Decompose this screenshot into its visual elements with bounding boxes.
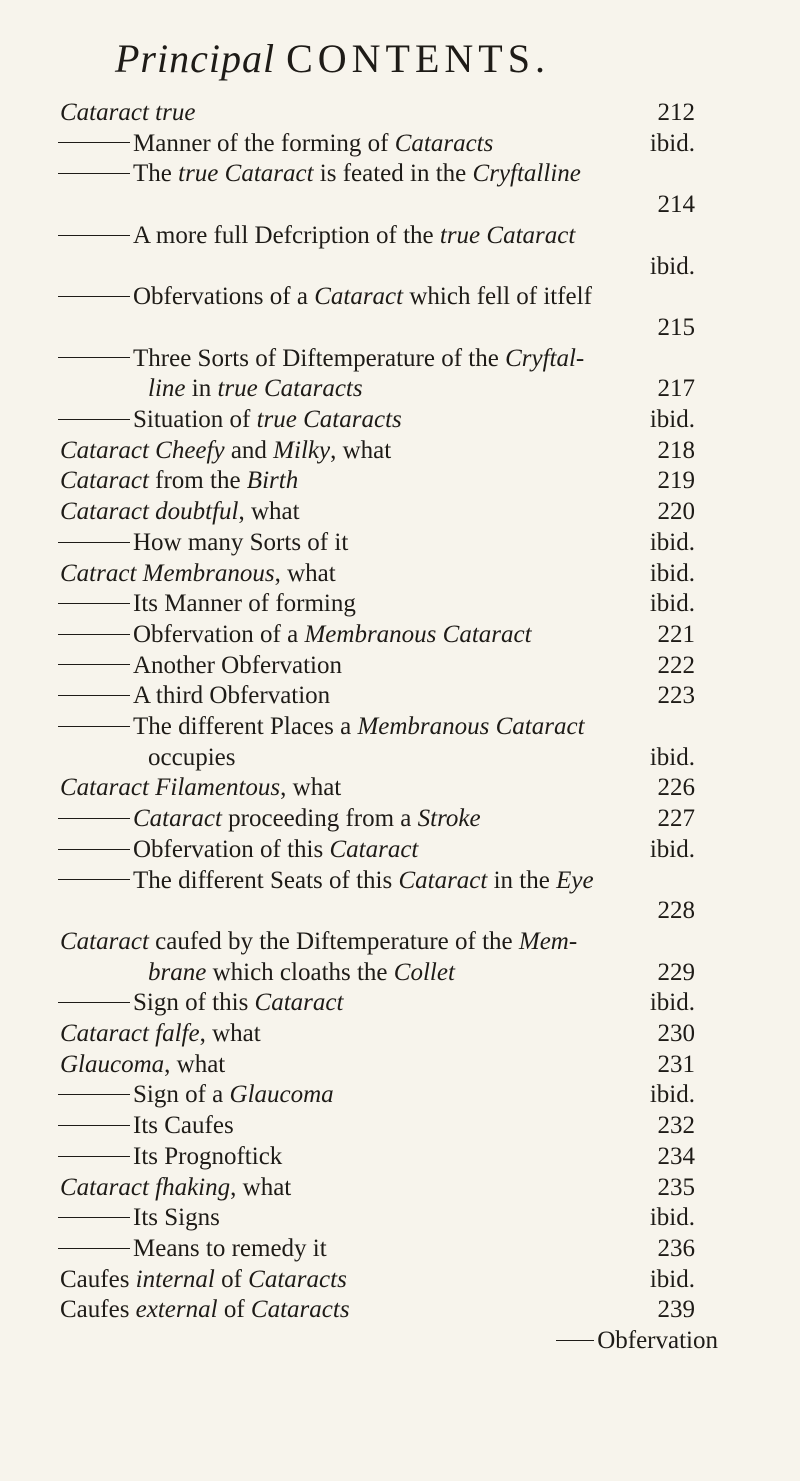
entry-text-part: , what <box>199 1020 261 1047</box>
leader-dash <box>58 542 130 543</box>
page-number: 229 <box>657 958 695 986</box>
page-number: 227 <box>657 805 695 833</box>
page-number: 226 <box>657 774 695 802</box>
entry-text-part: , what <box>238 498 300 526</box>
contents-entry <box>0 528 800 562</box>
page-number: 228 <box>657 897 695 925</box>
entry-text-part: Collet <box>393 958 455 986</box>
entry-text <box>60 1295 350 1325</box>
entry-text-part: Cryftalline <box>472 160 581 188</box>
page-number: 235 <box>657 1173 695 1201</box>
contents-entry <box>0 1080 800 1114</box>
entry-text <box>60 1173 291 1203</box>
entry-text-part: Means to remedy it <box>133 1234 327 1262</box>
entry-text-part: Cataract Filamentous <box>60 774 281 802</box>
entry-text-part: Cataract fhaking <box>60 1173 231 1201</box>
entry-text-part: A third Obfervation <box>133 682 331 710</box>
entry-text-part: Sign of this <box>133 989 255 1017</box>
contents-entry <box>0 896 800 930</box>
entry-text <box>60 1050 225 1080</box>
contents-entry <box>0 651 800 685</box>
entry-text-part: Cataract <box>398 866 488 894</box>
contents-entry <box>0 374 800 408</box>
entry-text <box>60 436 391 466</box>
catchword-text: Obfervation <box>597 1327 718 1354</box>
entry-text-part: true Cataract <box>439 221 576 249</box>
entry-text-part: The <box>133 160 179 188</box>
leader-dash <box>58 664 130 665</box>
entry-text-part: Sign of a <box>133 1081 230 1109</box>
entry-text <box>148 374 363 404</box>
entry-text-part: Cataract <box>133 805 222 833</box>
entry-text <box>148 743 235 773</box>
entry-text <box>58 1203 220 1233</box>
contents-entry <box>0 466 800 500</box>
entry-text <box>58 129 493 159</box>
page-number: 222 <box>657 651 695 679</box>
entry-text-part: Cataracts <box>394 129 494 157</box>
page-number: 212 <box>657 99 695 126</box>
entry-text-part: Another Obfervation <box>133 651 342 679</box>
page-number: ibid. <box>649 1081 695 1109</box>
contents-entry <box>0 98 800 132</box>
entry-text <box>60 1019 261 1049</box>
contents-entry <box>0 1019 800 1053</box>
leader-dash <box>58 849 130 850</box>
contents-entry <box>0 252 800 286</box>
entry-text-part: , what <box>274 559 336 587</box>
leader-dash <box>58 603 130 604</box>
entry-text <box>60 773 341 803</box>
entry-text-part: Cataract <box>254 989 344 1017</box>
page-number: 232 <box>657 1112 695 1140</box>
leader-dash <box>58 1094 130 1095</box>
entry-text-part: , what <box>164 1050 226 1078</box>
entry-text <box>58 651 342 681</box>
entry-text-part: internal <box>135 1265 215 1293</box>
entry-text-part: brane <box>148 958 207 986</box>
entry-text-part: Its Signs <box>133 1204 220 1232</box>
entry-text-part: Cataract <box>314 283 404 311</box>
entry-text-part: , what <box>230 1173 292 1201</box>
entry-text-part: Three Sorts of Diftemperature of the <box>133 344 506 372</box>
contents-entry <box>0 743 800 777</box>
leader-dash <box>58 235 130 236</box>
contents-entry <box>0 1234 800 1268</box>
entry-text-part: Cataract <box>60 927 149 955</box>
page-number: ibid. <box>649 835 695 863</box>
entry-text-part: proceeding from a <box>221 805 418 833</box>
leader-dash <box>58 1125 130 1126</box>
contents-entry <box>0 344 800 378</box>
entry-text-part: line <box>148 375 186 403</box>
page-number: ibid. <box>649 406 695 433</box>
leader-dash <box>58 634 130 635</box>
contents-entry <box>0 958 800 992</box>
contents-entry <box>0 866 800 900</box>
page-number: ibid. <box>649 252 695 280</box>
leader-dash <box>58 296 130 297</box>
entry-text-part: from the <box>148 467 247 495</box>
entry-text-part: Eye <box>556 866 594 894</box>
entry-text <box>58 1234 327 1264</box>
contents-entry <box>0 804 800 838</box>
entry-text-part: Its Prognoftick <box>133 1142 283 1170</box>
page-number: 234 <box>657 1142 695 1170</box>
contents-entry <box>0 405 800 439</box>
entry-text <box>58 282 592 312</box>
catchword <box>556 1326 718 1356</box>
entry-text <box>58 1142 282 1172</box>
entry-text-part: Situation of <box>133 406 257 433</box>
contents-entry <box>0 681 800 715</box>
entry-text <box>60 98 195 128</box>
entry-text-part: The different Seats of this <box>133 866 399 894</box>
page-number: ibid. <box>649 528 695 556</box>
entry-text-part: Caufes <box>60 1296 136 1324</box>
entry-text <box>58 589 356 619</box>
leader-dash <box>58 419 130 420</box>
page-number: ibid. <box>649 129 695 157</box>
contents-entry <box>0 1265 800 1299</box>
contents-entry <box>0 1050 800 1084</box>
entry-text-part: Stroke <box>417 805 481 833</box>
entry-text-part: true Cataracts <box>217 375 363 403</box>
entry-text <box>58 988 343 1018</box>
contents-entry <box>0 190 800 224</box>
contents-entry <box>0 589 800 623</box>
entry-text-part: Manner of the forming of <box>133 129 395 157</box>
entry-text <box>58 620 532 650</box>
entry-text-part: Cataract <box>60 467 149 495</box>
entry-text <box>58 866 594 896</box>
entry-text-part: Cryftal- <box>505 344 585 372</box>
entry-text-part: , what <box>280 774 342 802</box>
entry-text <box>58 528 348 558</box>
contents-entry <box>0 620 800 654</box>
page-number: 239 <box>657 1296 695 1324</box>
entry-text <box>58 1080 334 1110</box>
entry-text-part: Glaucoma <box>229 1081 334 1109</box>
contents-entry <box>0 835 800 869</box>
contents-entry <box>0 436 800 470</box>
contents-entry <box>0 773 800 807</box>
page-number: ibid. <box>649 590 695 618</box>
entry-text-part: which cloaths the <box>206 958 394 986</box>
entry-text-part: occupies <box>148 743 236 771</box>
page-number: 220 <box>657 498 695 526</box>
page-number: ibid. <box>649 743 695 771</box>
entry-text <box>60 497 300 527</box>
entry-text-part: true Cataract <box>178 160 314 188</box>
entry-text-part: Cataract falfe <box>60 1020 200 1047</box>
page-number: 221 <box>657 620 695 648</box>
contents-entry <box>0 988 800 1022</box>
leader-dash <box>58 726 130 727</box>
leader-dash <box>58 173 130 174</box>
page-number: 236 <box>657 1234 695 1262</box>
entry-text-part: which fell of itfelf <box>403 283 592 311</box>
contents-entry <box>0 1203 800 1237</box>
entry-text-part: true Cataracts <box>256 406 402 433</box>
entry-text-part: is feated in the <box>313 160 473 188</box>
leader-dash <box>58 1002 130 1003</box>
page-number: 223 <box>657 682 695 710</box>
entry-text-part: Membranous Cataract <box>357 713 585 740</box>
entry-text <box>60 466 298 496</box>
entry-text <box>58 681 330 711</box>
entry-text-part: of <box>217 1296 251 1324</box>
entry-text-part: Cataract <box>329 835 419 863</box>
contents-entry <box>0 221 800 255</box>
entry-text <box>58 712 585 742</box>
entry-text <box>58 405 402 435</box>
entry-text-part: The different Places a <box>133 713 358 740</box>
leader-dash <box>556 1340 594 1341</box>
entry-text-part: Milky <box>273 436 331 464</box>
entry-text-part: Cataract Cheefy <box>60 436 225 464</box>
entry-text-part: Caufes <box>60 1265 136 1293</box>
entry-text <box>58 344 584 374</box>
contents-entry <box>0 1173 800 1207</box>
entry-text <box>60 1265 347 1295</box>
contents-entry <box>0 1295 800 1329</box>
entry-text-part: Obfervation of this <box>133 835 330 863</box>
leader-dash <box>58 879 130 880</box>
entry-text-part: Its Caufes <box>133 1112 234 1140</box>
entry-text-part: caufed by the Diftemperature of the <box>148 927 519 955</box>
leader-dash <box>58 818 130 819</box>
entry-text <box>148 958 455 988</box>
entry-text-part: Cataract true <box>60 99 196 126</box>
entry-text-part: How many Sorts of it <box>133 528 349 556</box>
entry-text-part: in the <box>487 866 557 894</box>
leader-dash <box>58 1156 130 1157</box>
entry-text-part: Its Manner of forming <box>133 590 356 618</box>
page-number: ibid. <box>649 1204 695 1232</box>
leader-dash <box>58 1217 130 1218</box>
page-number: 219 <box>657 467 695 495</box>
page-number: 230 <box>657 1020 695 1047</box>
entry-text-part: external <box>135 1296 218 1324</box>
contents-entry <box>0 313 800 347</box>
contents-entry <box>0 159 800 193</box>
entry-text-part: Mem- <box>518 927 578 955</box>
page-header <box>115 35 675 82</box>
header-title-caps: CONTENTS. <box>286 36 550 81</box>
contents-entry <box>0 712 800 746</box>
entry-text-part: Obfervations of a <box>133 283 315 311</box>
page-number: 218 <box>657 436 695 464</box>
entry-text-part: , what <box>330 436 392 464</box>
contents-entry <box>0 927 800 961</box>
entry-text-part: in <box>185 375 218 403</box>
leader-dash <box>58 1248 130 1249</box>
contents-entry <box>0 1111 800 1145</box>
entry-text-part: Cataract doubtful <box>60 498 239 526</box>
entry-text <box>58 1111 234 1141</box>
entry-text <box>58 221 575 251</box>
entry-text-part: of <box>214 1265 249 1293</box>
entry-text <box>58 835 418 865</box>
entry-text <box>60 559 336 589</box>
leader-dash <box>58 695 130 696</box>
entry-text <box>60 927 577 957</box>
leader-dash <box>58 357 130 358</box>
entry-text <box>58 159 581 189</box>
entry-text-part: Birth <box>246 467 299 495</box>
entry-text-part: Catract Membranous <box>60 559 275 587</box>
page-number: ibid. <box>649 1265 695 1293</box>
entry-text <box>58 804 481 834</box>
page-number: 231 <box>657 1050 695 1078</box>
entry-text-part: Glaucoma <box>60 1050 165 1078</box>
contents-entry <box>0 559 800 593</box>
contents-entry <box>0 282 800 316</box>
entry-text-part: Obfervation of a <box>133 620 305 648</box>
page-number: ibid. <box>649 559 695 587</box>
entry-text-part: and <box>224 436 274 464</box>
contents-entry <box>0 129 800 163</box>
leader-dash <box>58 142 130 143</box>
entry-text-part: Membranous Cataract <box>304 620 532 648</box>
page-number: 217 <box>657 375 695 403</box>
page-number: ibid. <box>649 989 695 1017</box>
page-number: 214 <box>657 191 695 219</box>
header-italic-word: Principal <box>115 36 276 81</box>
page-number: 215 <box>657 313 695 341</box>
entry-text-part: Cataracts <box>250 1296 350 1324</box>
contents-entry <box>0 1142 800 1176</box>
contents-entry <box>0 497 800 531</box>
entry-text-part: Cataracts <box>248 1265 347 1293</box>
entry-text-part: A more full Defcription of the <box>133 221 440 249</box>
